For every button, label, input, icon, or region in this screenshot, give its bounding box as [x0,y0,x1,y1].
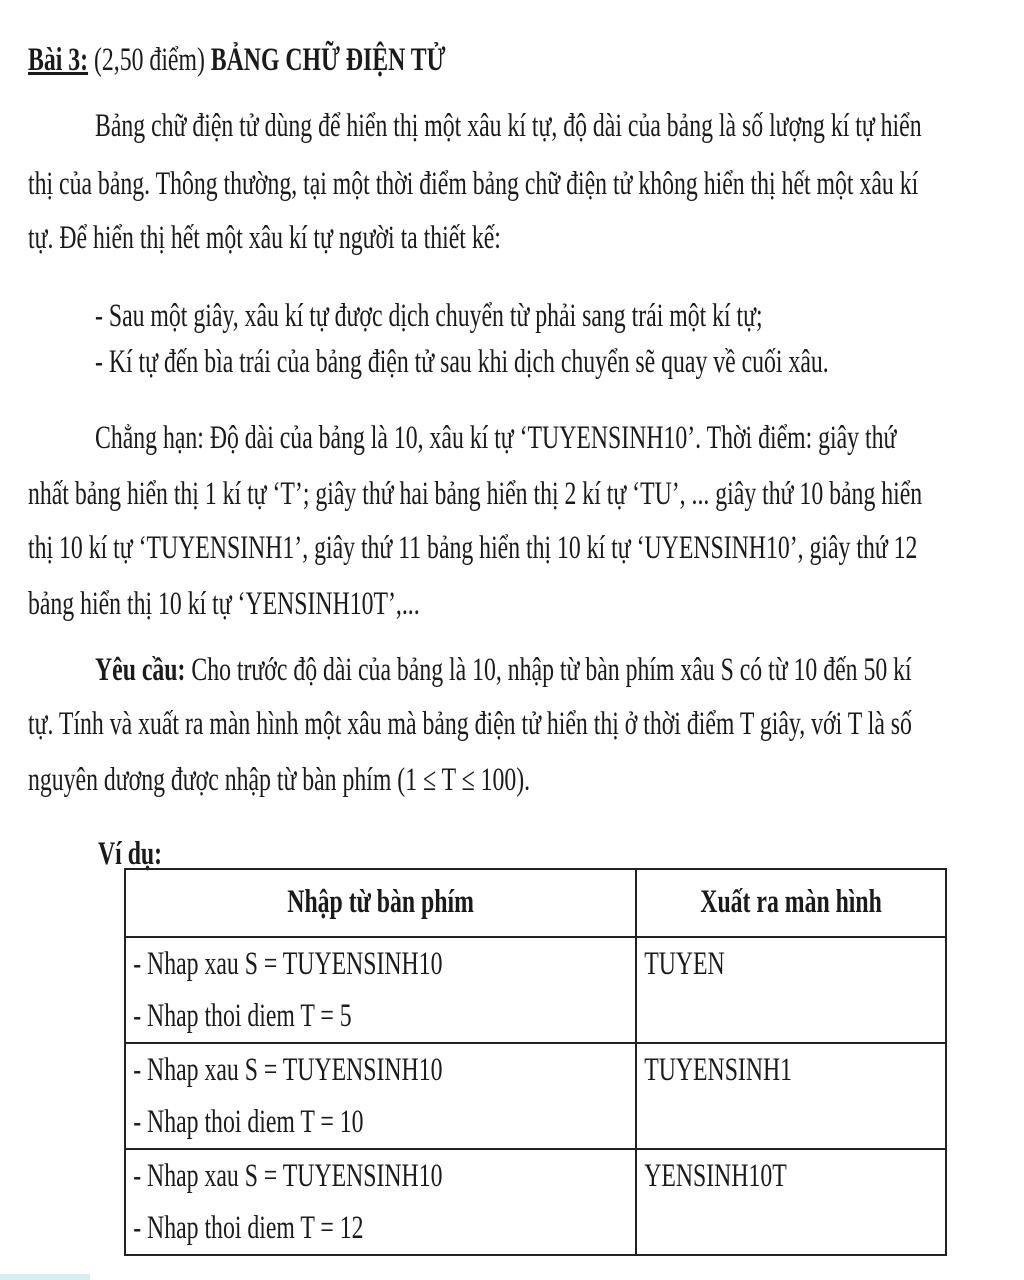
problem-points: (2,50 điểm) [88,42,211,78]
header-output-label: Xuất ra màn hình [700,884,882,920]
output-cell [636,1149,946,1255]
input-time: - Nhap thoi diem T = 5 [133,998,352,1034]
table-row [125,937,946,1043]
intro-line-2: thị của bảng. Thông thường, tại một thời điểm bảng chữ điện tử không hiển thị hết một xâu kí [28,166,919,202]
problem-title: BẢNG CHỮ ĐIỆN TỬ [210,42,446,78]
example-table [124,868,947,1256]
example-text-line-4: bảng hiển thị 10 kí tự ‘YENSINH10T’,... [28,586,420,622]
input-cell [125,1043,636,1149]
rule-line-1: - Sau một giây, xâu kí tự được dịch chuyển từ phải sang trái một kí tự; [95,298,763,334]
example-text-line-2: nhất bảng hiển thị 1 kí tự ‘T’; giây thứ hai bảng hiển thị 2 kí tự ‘TU’, ... giây thứ 10 bảng hiển [28,476,923,512]
table-header-output [636,869,946,937]
example-text-line-1: Chẳng hạn: Độ dài của bảng là 10, xâu kí tự ‘TUYENSINH10’. Thời điểm: giây thứ [95,420,897,456]
problem-heading [28,40,446,80]
input-string: - Nhap xau S = TUYENSINH10 [133,946,443,982]
header-input-label: Nhập từ bàn phím [287,884,474,920]
requirement-text-1: Cho trước độ dài của bảng là 10, nhập từ bàn phím xâu S có từ 10 đến 50 kí [185,652,912,688]
table-header-input [125,869,636,937]
input-string: - Nhap xau S = TUYENSINH10 [133,1052,443,1088]
table-row [125,1149,946,1255]
requirement-line-2: tự. Tính và xuất ra màn hình một xâu mà bảng điện tử hiển thị ở thời điểm T giây, với T là số [28,706,912,742]
table-header-row [125,869,946,937]
scan-edge-decoration [0,1274,90,1280]
requirement-line-3: nguyên dương được nhập từ bàn phím (1 ≤ T ≤ 100). [28,762,531,798]
table-row [125,1043,946,1149]
output-value: TUYEN [643,946,725,982]
example-label: Ví dụ: [98,836,163,872]
input-time: - Nhap thoi diem T = 10 [133,1104,364,1140]
intro-line-3: tự. Để hiển thị hết một xâu kí tự người ta thiết kế: [28,220,501,256]
output-cell [636,937,946,1043]
input-time: - Nhap thoi diem T = 12 [133,1210,364,1246]
requirement-line-1 [95,650,912,690]
problem-label: Bài 3: [28,42,89,78]
input-cell [125,937,636,1043]
output-value: YENSINH10T [643,1158,787,1194]
intro-line-1: Bảng chữ điện tử dùng để hiển thị một xâu kí tự, độ dài của bảng là số lượng kí tự hiển [95,108,922,144]
input-cell [125,1149,636,1255]
rule-line-2: - Kí tự đến bìa trái của bảng điện tử sau khi dịch chuyển sẽ quay về cuối xâu. [95,344,829,380]
output-value: TUYENSINH1 [643,1052,792,1088]
output-cell [636,1043,946,1149]
example-text-line-3: thị 10 kí tự ‘TUYENSINH1’, giây thứ 11 bảng hiển thị 10 kí tự ‘UYENSINH10’, giây thứ 12 [28,530,918,566]
requirement-label: Yêu cầu: [95,652,186,688]
input-string: - Nhap xau S = TUYENSINH10 [133,1158,443,1194]
